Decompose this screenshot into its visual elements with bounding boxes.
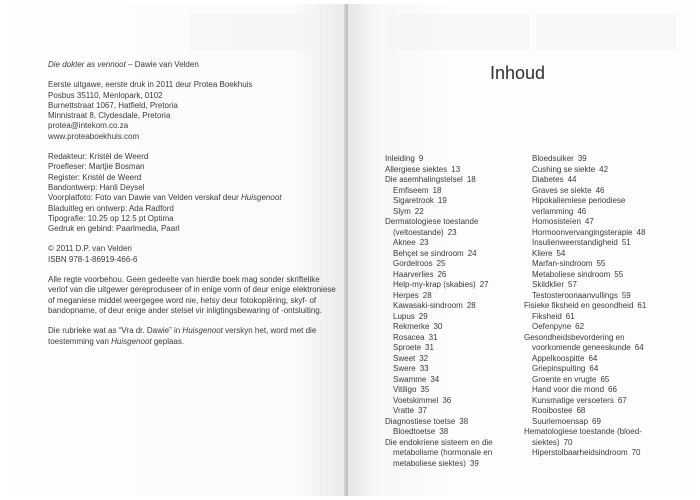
toc-entry-page: 54 xyxy=(556,248,566,258)
copyright-block xyxy=(48,244,338,265)
toc-entry-page: 27 xyxy=(479,280,489,289)
toc-entry-title: Aknee xyxy=(393,238,416,247)
toc-entry xyxy=(524,207,648,218)
publisher-details xyxy=(48,80,338,142)
toc-entry xyxy=(385,396,505,407)
toc-entry-title: Fiksheid xyxy=(532,311,562,321)
toc-entry-title: Sigaretrook xyxy=(393,196,434,205)
toc-entry-title: Kunsmatige versoeters xyxy=(532,395,614,405)
toc-entry-page: 69 xyxy=(592,416,601,426)
publisher-email: protea@intekom.co.za xyxy=(48,121,129,131)
toc-entry xyxy=(524,343,648,354)
toc-entry-title: Testosteroonaanvullings xyxy=(532,290,618,300)
toc-entry-title: metabolisme (hormonale en xyxy=(393,448,493,457)
toc-entry xyxy=(385,165,505,176)
toc-entry xyxy=(524,270,648,281)
toc-entry-title: Behçet se sindroom xyxy=(393,248,464,258)
toc-entry xyxy=(524,259,648,270)
toc-entry xyxy=(385,175,505,186)
toc-entry xyxy=(385,280,505,291)
photo-credit-source: Huisgenoot xyxy=(241,193,282,203)
toc-entry-title: Hematologiese toestande (bloed- xyxy=(524,427,642,436)
toc-entry xyxy=(524,186,648,197)
toc-entry-title: Herpes xyxy=(393,290,419,300)
toc-entry-page: 35 xyxy=(420,385,430,394)
toc-entry-page: 36 xyxy=(442,395,452,405)
toc-entry-page: 23 xyxy=(419,238,429,247)
toc-entry-title: Hormoonvervangingsterapie xyxy=(532,227,633,237)
toc-entry xyxy=(385,238,505,249)
toc-entry xyxy=(385,154,505,165)
toc-entry-title: Rekmerke xyxy=(393,322,430,331)
publisher-website: www.proteaboekhuis.com xyxy=(48,131,140,141)
toc-entry-page: 42 xyxy=(599,164,609,174)
toc-entry-page: 30 xyxy=(433,322,443,331)
toc-entry-title: Skildklier xyxy=(532,280,565,289)
toc-entry xyxy=(385,343,505,354)
copyright-line: © 2011 D.P. van Velden xyxy=(48,244,132,254)
toc-entry-page: 66 xyxy=(608,385,617,394)
toc-entry xyxy=(524,175,648,186)
bleed-through-shadow xyxy=(390,14,530,50)
toc-entry xyxy=(385,427,505,438)
toc-entry-page: 55 xyxy=(614,269,624,279)
bleed-through-shadow xyxy=(190,14,320,50)
toc-entry-title: Fisieke fiksheid en gesondheid xyxy=(524,301,634,310)
toc-entry-page: 18 xyxy=(432,185,442,195)
toc-entry-page: 34 xyxy=(430,374,440,384)
publisher-line: Minnistraat 8, Clydesdale, Pretoria xyxy=(48,111,171,121)
toc-entry-page: 46 xyxy=(577,206,587,216)
toc-entry-title: Gordelroos xyxy=(393,259,433,268)
toc-entry xyxy=(385,228,505,239)
toc-entry xyxy=(524,364,648,375)
toc-entry-title: voorkomende geneeskunde xyxy=(532,343,631,352)
toc-entry-title: Graves se siekte xyxy=(532,185,592,195)
rubric-paragraph xyxy=(48,326,338,347)
toc-entry xyxy=(524,280,648,291)
toc-entry xyxy=(385,322,505,333)
toc-entry xyxy=(524,249,648,260)
toc-entry-page: 64 xyxy=(588,353,598,363)
rights-paragraph: Alle regte voorbehou. Geen gedeelte van hierdie boek mag sonder skriftelike verlof van die uitgewer gereproduseer of in enige vorm of deur enige elektroniese of meganiese middel weergegee word nie, hetsy deur fotokopiëring, skyf- of bandopname, of deur enige ander stelsel vir inligtingsbewaring of -ontsluiting. xyxy=(48,275,336,315)
toc-entry xyxy=(385,438,505,449)
toc-entry xyxy=(524,312,648,323)
toc-entry xyxy=(385,375,505,386)
toc-entry xyxy=(524,228,648,239)
rubric-magazine: Huisgenoot xyxy=(111,336,152,346)
book-author: – Dawie van Velden xyxy=(125,60,199,69)
toc-entry-title: Sproete xyxy=(393,343,422,352)
imprint-block xyxy=(48,60,338,357)
rubric-text: geplaas. xyxy=(151,336,185,346)
toc-entry xyxy=(385,354,505,365)
toc-entry-page: 25 xyxy=(436,259,446,268)
toc-entry-title: Die endokriene sisteem en die xyxy=(385,437,493,447)
toc-entry-page: 64 xyxy=(634,343,644,352)
book-title: Die dokter as vennoot xyxy=(48,60,126,69)
credit-line: Register: Kristèl de Weerd xyxy=(48,172,142,182)
toc-entry xyxy=(524,196,648,207)
toc-entry-page: 38 xyxy=(439,427,449,436)
isbn-line: ISBN 978-1-86919-466-6 xyxy=(48,254,138,264)
toc-entry xyxy=(524,427,648,438)
rubric-magazine: Huisgenoot xyxy=(182,326,223,336)
toc-entry xyxy=(524,238,648,249)
toc-entry-title: Swamme xyxy=(393,374,427,384)
toc-entry-page: 48 xyxy=(636,227,646,237)
toc-entry xyxy=(385,207,505,218)
toc-entry-title: Hand voor die mond xyxy=(532,385,605,394)
toc-entry-page: 62 xyxy=(575,322,585,331)
toc-entry xyxy=(385,270,505,281)
toc-entry xyxy=(385,301,505,312)
book-spread xyxy=(10,4,690,496)
bleed-through-shadow xyxy=(536,14,676,50)
toc-entry xyxy=(385,448,505,459)
toc-entry-page: 28 xyxy=(466,301,476,310)
toc-entry-title: Griepinspuiting xyxy=(532,364,586,373)
toc-entry xyxy=(385,417,505,428)
toc-entry-page: 39 xyxy=(469,458,479,468)
toc-entry xyxy=(524,438,648,449)
toc-entry-page: 33 xyxy=(419,364,429,373)
toc-entry-page: 70 xyxy=(631,448,641,457)
credit-line: Redakteur: Kristèl de Weerd xyxy=(48,152,149,162)
toc-entry-page: 55 xyxy=(596,259,606,268)
toc-entry-title: Gesondheidsbevordering en xyxy=(524,332,625,342)
toc-entry-title: Oefenpyne xyxy=(532,322,572,331)
toc-entry-title: Vratte xyxy=(393,406,415,415)
book-title-line xyxy=(48,60,338,70)
toc-entry-page: 65 xyxy=(600,374,610,384)
toc-entry-page: 39 xyxy=(577,154,587,163)
toc-entry-page: 67 xyxy=(617,395,627,405)
toc-entry-title: Metaboliese sindroom xyxy=(532,269,611,279)
toc-entry-title: Die asemhalingstelsel xyxy=(385,175,463,184)
toc-entry-title: Vitiligo xyxy=(393,385,417,394)
toc-entry-title: verlamming xyxy=(532,206,574,216)
photo-credit-line xyxy=(48,193,338,203)
toc-entry-page: 9 xyxy=(418,154,424,163)
publisher-line: Posbus 35110, Menlopark, 0102 xyxy=(48,90,163,100)
toc-entry-title: Emfiseem xyxy=(393,185,429,195)
toc-entry xyxy=(385,333,505,344)
toc-entry-title: Inleiding xyxy=(385,154,415,163)
toc-entry-page: 70 xyxy=(563,437,573,447)
toc-entry-title: Sweet xyxy=(393,353,416,363)
toc-entry-page: 68 xyxy=(576,406,586,415)
toc-entry xyxy=(385,259,505,270)
toc-entry-title: Appelkoospitte xyxy=(532,353,585,363)
toc-entry xyxy=(524,322,648,333)
toc-entry-title: Voetskimmel xyxy=(393,395,439,405)
publisher-line: Eerste uitgawe, eerste druk in 2011 deur Protea Boekhuis xyxy=(48,80,253,90)
toc-entry-page: 61 xyxy=(637,301,647,310)
toc-entry-page: 28 xyxy=(422,290,432,300)
toc-entry-page: 64 xyxy=(589,364,599,373)
toc-entry xyxy=(385,406,505,417)
toc-entry xyxy=(385,186,505,197)
toc-entry xyxy=(524,217,648,228)
toc-entry-page: 31 xyxy=(425,343,434,352)
toc-entry xyxy=(385,196,505,207)
credit-line: Proefleser: Martjie Bosman xyxy=(48,162,145,172)
toc-entry xyxy=(524,154,648,165)
credit-line: Gedruk en gebind: Paarlmedia, Paarl xyxy=(48,224,180,234)
toc-entry xyxy=(385,217,505,228)
toc-entry xyxy=(385,249,505,260)
toc-entry-title: Homosisteïen xyxy=(532,217,581,226)
toc-entry-title: Lupus xyxy=(393,311,415,321)
toc-entry xyxy=(524,448,648,459)
toc-entry-title: Cushing se siekte xyxy=(532,164,596,174)
credit-line: Tipografie: 10.25 op 12.5 pt Optima xyxy=(48,213,174,223)
toc-entry xyxy=(524,417,648,428)
toc-entry xyxy=(524,385,648,396)
toc-title: Inhoud xyxy=(490,63,546,83)
toc-entry-page: 38 xyxy=(459,416,469,426)
toc-entry-page: 59 xyxy=(621,290,631,300)
toc-entry-title: Insulienweerstandigheid xyxy=(532,238,618,247)
toc-entry-page: 37 xyxy=(418,406,427,415)
toc-entry-page: 24 xyxy=(467,248,477,258)
toc-entry-title: (veltoestande) xyxy=(393,227,444,237)
toc-entry-page: 57 xyxy=(568,280,577,289)
toc-entry xyxy=(385,312,505,323)
toc-column-2 xyxy=(524,154,648,459)
toc-entry-page: 44 xyxy=(567,175,577,184)
toc-entry xyxy=(385,364,505,375)
toc-entry-page: 46 xyxy=(595,185,605,195)
toc-entry-title: Swere xyxy=(393,364,416,373)
toc-entry xyxy=(524,291,648,302)
toc-entry-title: Marfan-sindroom xyxy=(532,259,593,268)
toc-entry xyxy=(524,165,648,176)
toc-entry-page: 26 xyxy=(437,269,447,279)
toc-entry-title: Rooibostee xyxy=(532,406,573,415)
toc-entry-title: Groente en vrugte xyxy=(532,374,597,384)
toc-entry-title: Help-my-krap (skabies) xyxy=(393,280,476,289)
toc-entry-title: Bloedsuiker xyxy=(532,154,574,163)
toc-entry-title: siektes) xyxy=(532,437,560,447)
toc-entry-title: metaboliese siektes) xyxy=(393,458,466,468)
toc-entry-title: Haarverlies xyxy=(393,269,434,279)
toc-entry-page: 22 xyxy=(414,206,424,216)
publisher-line: Burnettstraat 1067, Hatfield, Pretoria xyxy=(48,100,178,110)
toc-entry-page: 23 xyxy=(447,227,457,237)
toc-entry xyxy=(524,301,648,312)
toc-entry-title: Hipokaliemiese periodiese xyxy=(532,196,626,205)
toc-entry xyxy=(524,354,648,365)
toc-entry-title: Slym xyxy=(393,206,411,216)
toc-entry-page: 32 xyxy=(419,353,429,363)
toc-entry-title: Diagnostiese toetse xyxy=(385,416,456,426)
toc-entry-title: Allergiese siektes xyxy=(385,164,448,174)
toc-entry-page: 18 xyxy=(466,175,476,184)
toc-entry-page: 31 xyxy=(428,332,438,342)
rubric-text: Die rubriekе wat as “Vra dr. Dawie” in xyxy=(48,326,183,336)
toc-entry xyxy=(385,459,505,470)
toc-entry-page: 51 xyxy=(621,238,631,247)
toc-entry-page: 61 xyxy=(565,311,575,321)
toc-entry-title: Rosacea xyxy=(393,332,425,342)
credit-line: Bladuitleg en ontwerp: Ada Radford xyxy=(48,203,174,213)
toc-entry-page: 29 xyxy=(418,311,428,321)
toc-entry-title: Dermatologiese toestande xyxy=(385,217,479,226)
rubric-text: verskyn het, word met die toestemming van xyxy=(48,326,317,346)
toc-entry-page: 19 xyxy=(437,196,447,205)
toc-entry-title: Hiperstolbaarheidsindroom xyxy=(532,448,628,457)
toc-entry-title: Diabetes xyxy=(532,175,564,184)
toc-entry-page: 47 xyxy=(584,217,594,226)
toc-entry-title: Kliere xyxy=(532,248,553,258)
toc-entry xyxy=(385,385,505,396)
credit-line: Bandontwerp: Hanli Deysel xyxy=(48,182,145,192)
photo-credit-text: Voorplatfoto: Foto van Dawie van Velden verskaf deur xyxy=(48,193,242,203)
toc-entry-title: Suurlemoensap xyxy=(532,416,589,426)
toc-column-1 xyxy=(385,154,505,469)
left-page xyxy=(10,4,346,496)
toc-entry xyxy=(524,396,648,407)
credits xyxy=(48,152,338,234)
toc-entry xyxy=(524,375,648,386)
toc-entry xyxy=(385,291,505,302)
toc-entry-title: Bloedtoetse xyxy=(393,427,436,436)
toc-entry-page: 13 xyxy=(451,164,461,174)
toc-entry xyxy=(524,406,648,417)
toc-entry-title: Kawasaki-sindroom xyxy=(393,301,463,310)
toc-entry xyxy=(524,333,648,344)
